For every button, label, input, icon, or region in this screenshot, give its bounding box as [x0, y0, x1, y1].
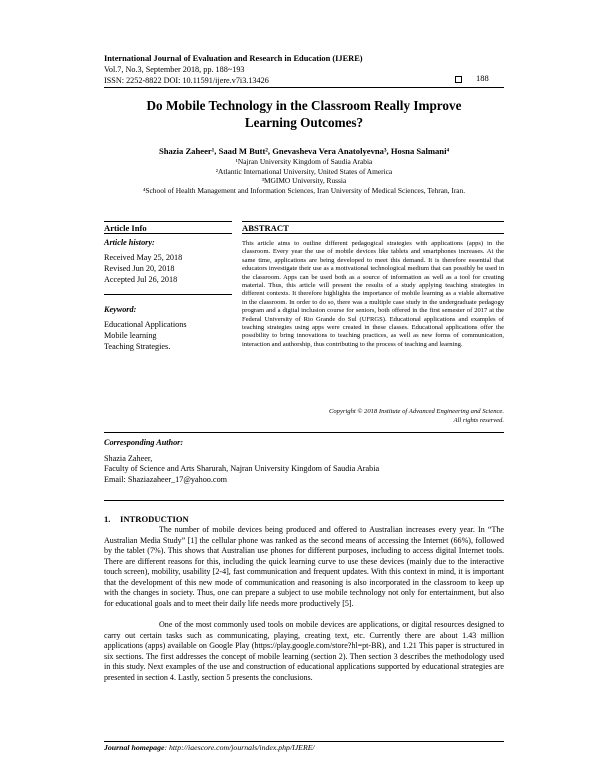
abstract-text: This article aims to outline different pedagogical strategies with applications (apps) in the classroom. Every year the use of mobile devices like tablets and smartphones increases. At the same time, applications are being developed to meet this demand. It is therefore essential that educators investigate their use as a motivational technological medium that can possibly be used in the classroom. Apps can be used both as a source of information as well as a tool for creating material. Thus, this article will present the results of a study applying teaching strategies in different contexts. It therefore highlights the importance of mobile learning as a viable alternative in the classroom. In order to do so, there was a multiple case study in the undergraduate pedagogy program and a digital inclusion course for seniors, both offered in the first semester of 2017 at the Federal University of Rio Grande do Sul (UFRGS). Educational applications and examples of teaching strategies using apps were created in these classes. Educational applications offer the possibility to bring innovations to teaching practices, as well as new forms of communication, interaction and authorship, thus contributing to the process of teaching and learning. — [242, 240, 504, 348]
keyword-1: Educational Applications — [104, 320, 187, 329]
section-title: INTRODUCTION — [120, 514, 189, 524]
history-divider — [104, 294, 232, 295]
corresponding-author — [104, 438, 504, 485]
affiliation-2: ²Atlantic International University, United States of America — [215, 166, 393, 176]
intro-paragraph-1: The number of mobile devices being produced and offered to Australian increases every year. In “The Australian Media Study” [1] the cellular phone was ranked as the second means of accessing the Internet (66%), followed by the tablet (7%). This shows that Australian use phones for different purposes, including to access digital Internet tools. There are different reasons for this, including the quick learning curve to use these devices (mainly due to the interactive touch screen), mobility, usability [2-4], fast communication and frequent updates. With this context in mind, it is important that the development of this new mode of communication and reasoning is also incorporated in the classroom to keep up with the changes in society. Thus, one can prepare a subject to use mobile technology not only for entertainment, but also for educational goals and to meet their daily life needs more productively [5]. — [104, 525, 504, 608]
corresponding-email: Email: Shaziazaheer_17@yahoo.com — [104, 474, 228, 484]
received-date: Received May 25, 2018 — [104, 253, 183, 262]
header-divider — [104, 87, 504, 88]
paper-title — [104, 97, 504, 131]
corresponding-bottom-rule — [104, 500, 504, 501]
abstract-mid-rule — [242, 233, 504, 234]
article-history-heading: Article history: — [104, 238, 155, 247]
corresponding-heading: Corresponding Author: — [104, 438, 184, 447]
journal-issn-doi: ISSN: 2252-8822 DOI: 10.11591/ijere.v7i3.13426 — [104, 76, 269, 85]
page-box-icon — [455, 76, 462, 83]
article-info-heading: Article Info — [104, 223, 147, 233]
journal-header — [104, 53, 504, 86]
intro-paragraph-2: One of the most commonly used tools on mobile devices are applications, or digital resources designed to carry out certain tasks such as communicating, playing, creating text, etc. Currently there are about 1.43 million applications (apps) available on Google Play (https://play.google.com/store?hl=pt-BR), and 1.21 This paper is structured in six sections. The first addresses the concept of mobile learning (section 2). Then section 3 describes the methodology used in this study. Next examples of the use and construction of educational applications supported by educational strategies are presented in section 4. Lastly, section 5 presents the conclusions. — [104, 620, 504, 682]
copyright-notice — [242, 408, 504, 425]
affiliation-4: ⁴School of Health Management and Information Sciences, Iran University of Medical Sciences, Tehran, Iran. — [142, 185, 466, 195]
copyright-line-1: Copyright © 2018 Institute of Advanced Engineering and Science. — [328, 408, 504, 415]
keyword-2: Mobile learning — [104, 331, 157, 340]
section-number: 1. — [104, 514, 111, 524]
affiliation-1: ¹Najran University Kingdom of Saudia Arabia — [235, 157, 373, 166]
page-number: 188 — [476, 73, 489, 83]
paper-title-line-1: Do Mobile Technology in the Classroom Really Improve — [146, 98, 462, 113]
abstract-heading: ABSTRACT — [242, 223, 289, 233]
revised-date: Revised Jun 20, 2018 — [104, 264, 175, 273]
article-info-mid-rule — [104, 233, 232, 234]
corresponding-name: Shazia Zaheer, — [104, 453, 153, 463]
journal-homepage-url[interactable]: : http://iaescore.com/journals/index.php/IJERE/ — [164, 743, 315, 752]
journal-name: International Journal of Evaluation and Research in Education (IJERE) — [104, 54, 363, 63]
affiliation-3: ³MGIMO University, Russia — [261, 176, 347, 186]
journal-homepage — [104, 743, 315, 752]
article-info-top-rule — [104, 221, 232, 222]
copyright-line-2: All rights reserved. — [453, 416, 504, 424]
journal-volume: Vol.7, No.3, September 2018, pp. 188~193 — [104, 65, 245, 74]
affiliations — [104, 157, 504, 195]
keywords-block — [104, 305, 232, 352]
author-list: Shazia Zaheer¹, Saad M Butt², Gnevasheva Vera Anatolyevna³, Hosna Salmani⁴ — [158, 146, 450, 156]
footer-divider — [104, 741, 504, 742]
accepted-date: Accepted Jul 26, 2018 — [104, 275, 178, 284]
corresponding-address: Faculty of Science and Arts Sharurah, Najran University Kingdom of Saudia Arabia — [104, 464, 380, 474]
section-heading-introduction — [104, 514, 189, 524]
keyword-3: Teaching Strategies. — [104, 342, 171, 351]
journal-homepage-label: Journal homepage — [104, 743, 165, 752]
abstract-top-rule — [242, 221, 504, 222]
paper-title-line-2: Learning Outcomes? — [244, 115, 364, 130]
keyword-heading: Keyword: — [104, 305, 137, 314]
corresponding-top-rule — [104, 432, 504, 433]
article-history — [104, 238, 232, 285]
